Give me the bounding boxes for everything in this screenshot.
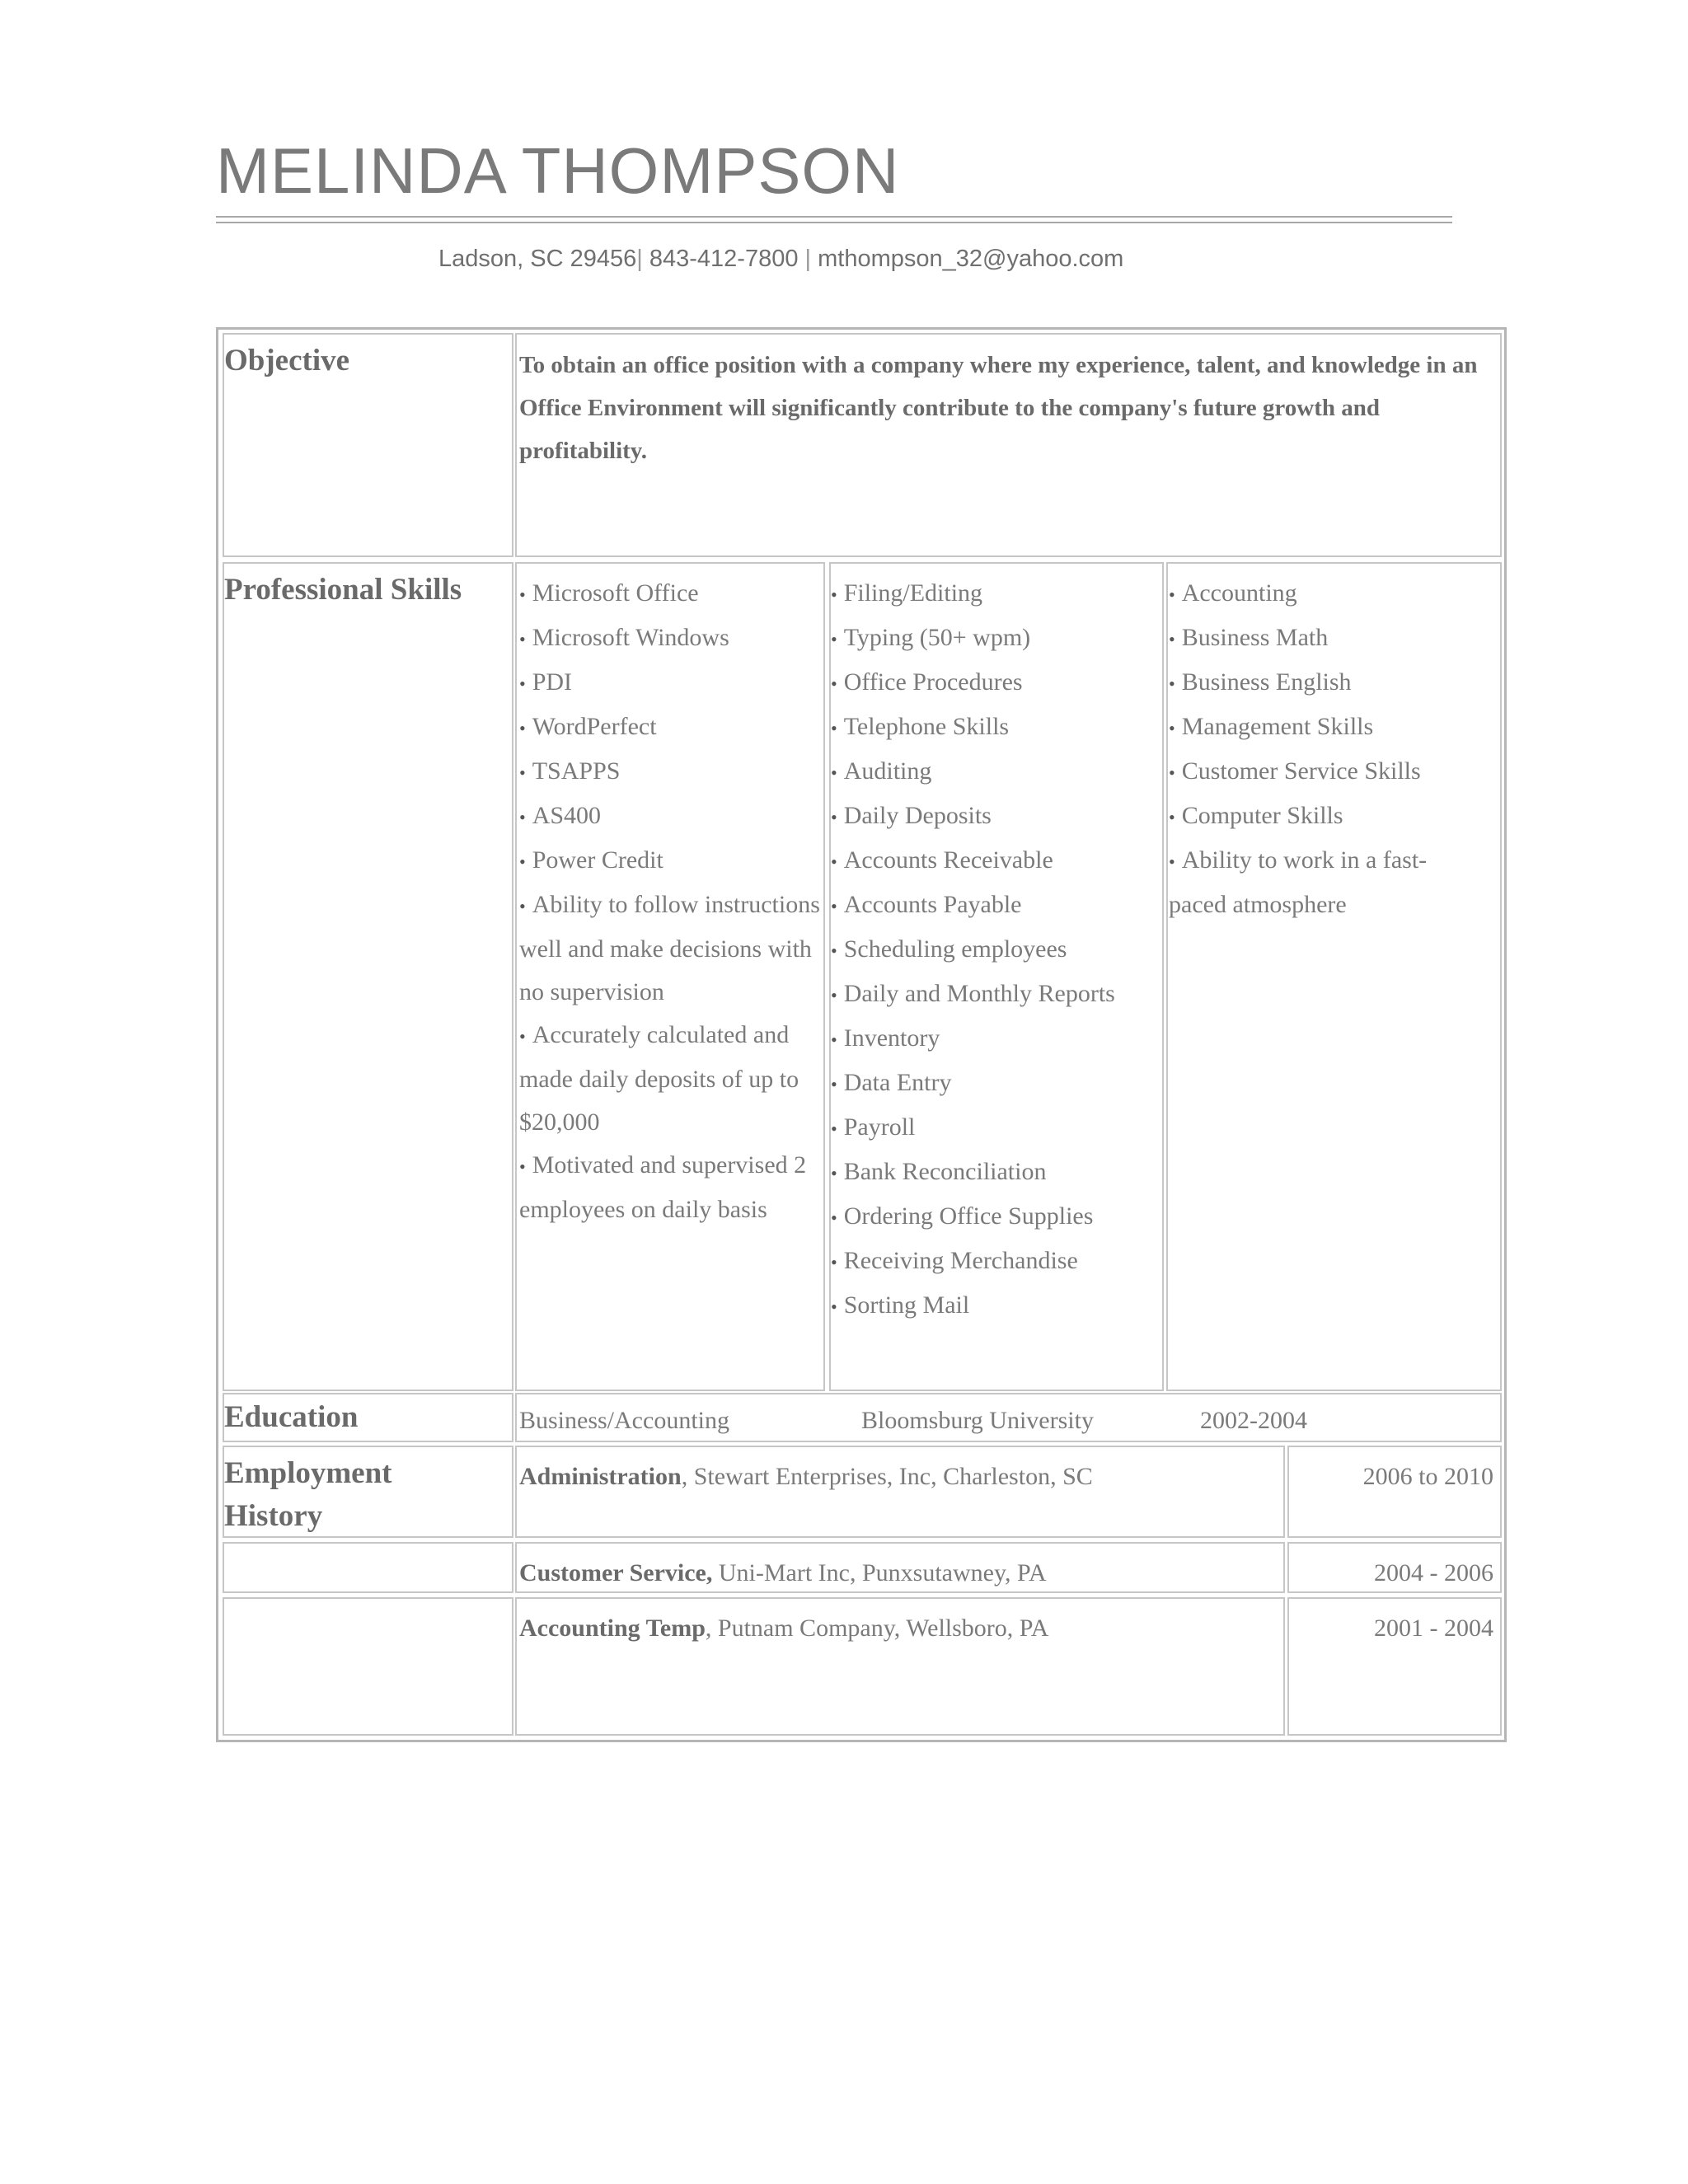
skill-item: • Ordering Office Supplies <box>831 1195 1160 1240</box>
education-years: 2002-2004 <box>1200 1407 1307 1434</box>
skill-item: • Telephone Skills <box>831 705 1160 750</box>
skill-item: • Ability to work in a fast-paced atmosphere <box>1169 839 1474 926</box>
job-1 <box>519 1455 1093 1498</box>
job-1-details: , Stewart Enterprises, Inc, Charleston, SC <box>681 1463 1093 1490</box>
skill-item: • Office Procedures <box>831 661 1160 705</box>
skill-item: • Filing/Editing <box>831 572 1160 616</box>
skills-label: Professional Skills <box>224 573 462 607</box>
skill-item: • Ability to follow instructions well and make decisions with no supervision <box>519 883 823 1014</box>
job-1-dates: 2006 to 2010 <box>1362 1463 1493 1490</box>
job-3-details: , Putnam Company, Wellsboro, PA <box>705 1615 1049 1642</box>
skill-item: • Bank Reconciliation <box>831 1151 1160 1195</box>
objective-text: To obtain an office position with a company where my experience, talent, and knowledge in an Office Environment will significantly contribute to the company's future growth and profitability. <box>519 352 1478 464</box>
skills-label-cell <box>223 562 513 1391</box>
job-3-dates: 2001 - 2004 <box>1374 1615 1493 1642</box>
skill-item: • PDI <box>519 661 823 705</box>
skill-item: • Customer Service Skills <box>1169 750 1474 794</box>
job-2-label-cell <box>223 1542 513 1593</box>
header-rule <box>216 216 1452 218</box>
education-label: Education <box>224 1400 359 1434</box>
education-school: Bloomsburg University <box>861 1407 1094 1434</box>
skill-item: • Accounts Receivable <box>831 839 1160 883</box>
job-2-dates: 2004 - 2006 <box>1374 1559 1493 1586</box>
skill-item: • Typing (50+ wpm) <box>831 616 1160 661</box>
skill-item: • Business Math <box>1169 616 1474 661</box>
header-rule-double <box>216 222 1452 223</box>
skill-item: • Receiving Merchandise <box>831 1240 1160 1284</box>
contact-line <box>438 246 1123 273</box>
job-2-details: Uni-Mart Inc, Punxsutawney, PA <box>712 1559 1047 1586</box>
contact-email[interactable]: mthompson_32@yahoo.com <box>818 246 1124 272</box>
skill-item: • Daily and Monthly Reports <box>831 972 1160 1017</box>
job-3-label-cell <box>223 1597 513 1736</box>
skill-item: • Daily Deposits <box>831 794 1160 839</box>
skill-item: • Data Entry <box>831 1062 1160 1106</box>
contact-separator: | <box>636 246 643 272</box>
contact-location: Ladson, SC 29456 <box>438 246 637 272</box>
skill-item: • AS400 <box>519 794 823 839</box>
skills-column-3 <box>1169 572 1474 926</box>
skill-item: • Auditing <box>831 750 1160 794</box>
skill-item: • Payroll <box>831 1106 1160 1151</box>
skill-item: • TSAPPS <box>519 750 823 794</box>
skill-item: • Accounting <box>1169 572 1474 616</box>
job-3-title: Accounting Temp <box>519 1615 706 1642</box>
education-field: Business/Accounting <box>519 1407 729 1434</box>
job-2 <box>519 1552 1047 1595</box>
skills-column-1 <box>519 572 823 1231</box>
skill-item: • Inventory <box>831 1017 1160 1062</box>
contact-phone: 843-412-7800 <box>649 246 799 272</box>
candidate-name: MELINDA THOMPSON <box>216 134 900 207</box>
skill-item: • Power Credit <box>519 839 823 883</box>
contact-separator: | <box>804 246 812 272</box>
skill-item: • Business English <box>1169 661 1474 705</box>
employment-label: Employment History <box>224 1456 392 1533</box>
skill-item: • Accurately calculated and made daily deposits of up to $20,000 <box>519 1014 823 1144</box>
job-2-title: Customer Service, <box>519 1559 713 1586</box>
skill-item: • Accounts Payable <box>831 883 1160 928</box>
skill-item: • Motivated and supervised 2 employees on daily basis <box>519 1144 823 1231</box>
skills-column-2 <box>831 572 1160 1329</box>
job-3 <box>519 1607 1048 1650</box>
skill-item: • Sorting Mail <box>831 1284 1160 1329</box>
job-1-title: Administration <box>519 1463 682 1490</box>
skill-item: • Computer Skills <box>1169 794 1474 839</box>
skill-item: • Scheduling employees <box>831 928 1160 972</box>
skill-item: • Microsoft Office <box>519 572 823 616</box>
skill-item: • Management Skills <box>1169 705 1474 750</box>
skill-item: • Microsoft Windows <box>519 616 823 661</box>
objective-label: Objective <box>224 344 350 377</box>
skill-item: • WordPerfect <box>519 705 823 750</box>
